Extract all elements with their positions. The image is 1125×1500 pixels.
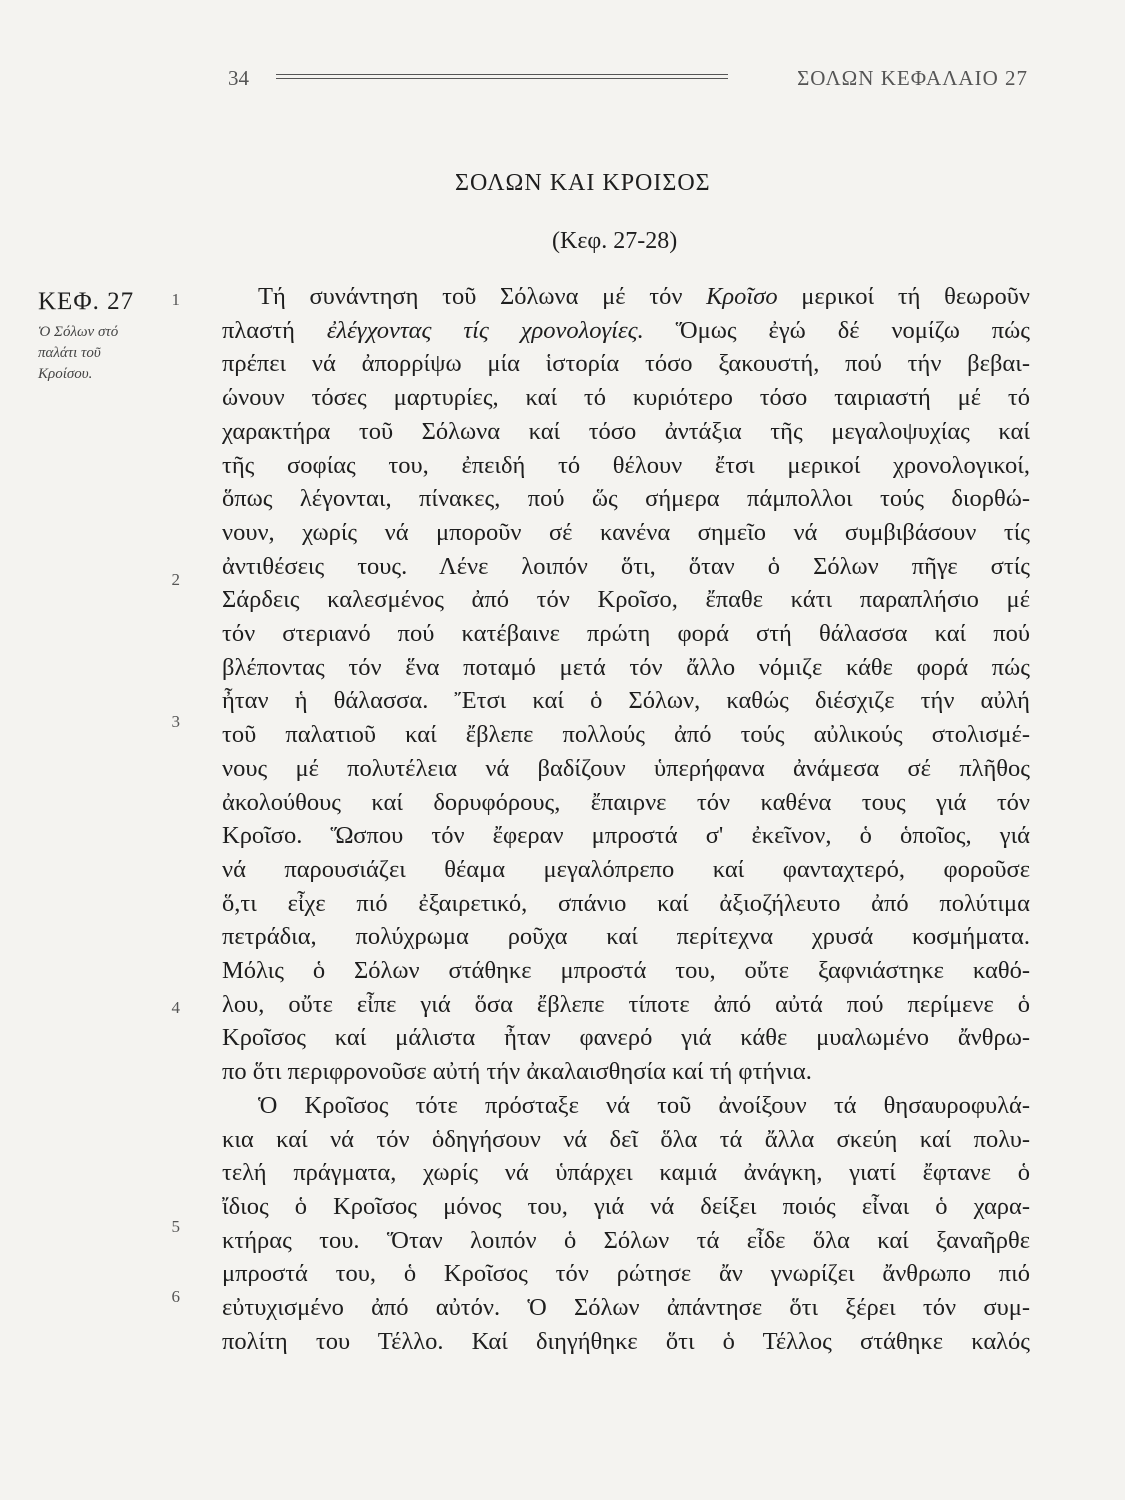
- text-line: [222, 752, 1030, 786]
- text-line-content: Τή συνάντηση τοῦ Σόλωνα μέ τόν: [258, 283, 707, 310]
- section-number: 5: [171, 1217, 180, 1236]
- text-line: [222, 347, 1030, 381]
- running-head: [228, 66, 1028, 90]
- text-line-content: χαρακτήρα τοῦ Σόλωνα καί τόσο ἀντάξια τῆς μεγαλοψυχίας καί: [222, 417, 1030, 445]
- running-title: ΣΟΛΩΝ ΚΕΦΑΛΑΙΟ 27: [797, 66, 1028, 90]
- page-number: 34: [228, 66, 249, 90]
- text-line-emphasis: ἐλέγχοντας τίς χρονολογίες.: [326, 316, 644, 344]
- text-line: [222, 954, 1030, 988]
- text-line-content: ὅ,τι εἶχε πιό ἐξαιρετικό, σπάνιο καί ἀξιοζήλευτο ἀπό πολύτιμα: [222, 889, 1030, 917]
- text-line-content: Σάρδεις καλεσμένος ἀπό τόν Κροῖσο, ἔπαθε κάτι παραπλήσιο μέ: [222, 586, 1030, 614]
- text-line: [222, 1224, 1030, 1258]
- margin-note: [38, 322, 168, 385]
- text-line: [222, 482, 1030, 516]
- text-line: [222, 617, 1030, 651]
- text-line-content: Μόλις ὁ Σόλων στάθηκε μπροστά του, οὔτε ξαφνιάστηκε καθό-: [222, 957, 1030, 985]
- text-line: [222, 1089, 1030, 1123]
- text-line-content: Κροῖσος καί μάλιστα ἦταν φανερό γιά κάθε μυαλωμένο ἄνθρω-: [222, 1024, 1030, 1052]
- text-line: [222, 449, 1030, 483]
- text-line-content: κια καί νά τόν ὁδηγήσουν νά δεῖ ὅλα τά ἄλλα σκεύη καί πολυ-: [222, 1125, 1030, 1153]
- text-line: [222, 1021, 1030, 1055]
- text-line-content: λου, οὔτε εἶπε γιά ὅσα ἔβλεπε τίποτε ἀπό αὐτά πού περίμενε ὁ: [222, 990, 1030, 1018]
- section-number: 2: [171, 570, 180, 589]
- text-line-content: τῆς σοφίας του, ἐπειδή τό θέλουν ἔτσι μερικοί χρονολογικοί,: [222, 451, 1030, 479]
- text-line-content: νουν, χωρίς νά μποροῦν σέ κανένα σημεῖο νά συμβιβάσουν τίς: [222, 518, 1030, 546]
- text-line-content: νους μέ πολυτέλεια νά βαδίζουν ὑπερήφανα ἀνάμεσα σέ πλῆθος: [222, 754, 1030, 782]
- chapter-subtitle: (Κεφ. 27-28): [552, 228, 678, 254]
- text-line-content: πετράδια, πολύχρωμα ροῦχα καί περίτεχνα χρυσά κοσμήματα.: [222, 923, 1030, 951]
- text-line-content: νά παρουσιάζει θέαμα μεγαλόπρεπο καί φανταχτερό, φοροῦσε: [222, 855, 1030, 883]
- section-number: 3: [171, 712, 180, 731]
- section-number: 6: [171, 1287, 180, 1306]
- text-line: [222, 1156, 1030, 1190]
- text-line-content: πλαστή: [222, 316, 327, 344]
- text-line-emphasis: Κροῖσο: [706, 283, 778, 310]
- text-line: [222, 988, 1030, 1022]
- margin-chapter-label: ΚΕΦ. 27: [38, 288, 135, 315]
- text-line-content: ἴδιος ὁ Κροῖσος μόνος του, γιά νά δείξει ποιός εἶναι ὁ χαρα-: [222, 1192, 1030, 1220]
- margin-note-line: Ὁ Σόλων στό: [38, 324, 119, 340]
- text-line: [222, 516, 1030, 550]
- text-line: [222, 1055, 1030, 1089]
- text-line-content: Κροῖσο. Ὥσπου τόν ἔφεραν μπροστά σ' ἐκεῖνον, ὁ ὁποῖος, γιά: [222, 822, 1030, 850]
- text-line: [222, 415, 1030, 449]
- text-line-content: βλέποντας τόν ἕνα ποταμό μετά τόν ἄλλο νόμιζε κάθε φορά πώς: [222, 653, 1030, 681]
- text-line: [222, 786, 1030, 820]
- text-line-content: ἀκολούθους καί δορυφόρους, ἔπαιρνε τόν καθένα τους γιά τόν: [222, 788, 1030, 816]
- text-line: [222, 381, 1030, 415]
- text-line: [222, 684, 1030, 718]
- text-line: [222, 583, 1030, 617]
- text-line-content: πολίτη του Τέλλο. Καί διηγήθηκε ὅτι ὁ Τέλλος στάθηκε καλός: [222, 1327, 1030, 1355]
- body-text: [222, 280, 1030, 1359]
- section-number: 1: [171, 290, 180, 309]
- text-line: [222, 1325, 1030, 1359]
- text-line-content: τελή πράγματα, χωρίς νά ὑπάρχει καμιά ἀνάγκη, γιατί ἔφτανε ὁ: [222, 1159, 1030, 1187]
- text-line: [222, 920, 1030, 954]
- text-line-content: μερικοί τή θεωροῦν: [777, 283, 1030, 310]
- text-line-content: ἀντιθέσεις τους. Λένε λοιπόν ὅτι, ὅταν ὁ Σόλων πῆγε στίς: [222, 552, 1030, 580]
- text-line: [222, 651, 1030, 685]
- text-line-content: κτήρας του. Ὅταν λοιπόν ὁ Σόλων τά εἶδε ὅλα καί ξαναῆρθε: [222, 1226, 1030, 1254]
- text-line: [222, 1257, 1030, 1291]
- text-line-content: ὅπως λέγονται, πίνακες, πού ὥς σήμερα πάμπολλοι τούς διορθώ-: [222, 485, 1030, 513]
- text-line-content: Ὅμως ἐγώ δέ νομίζω πώς: [643, 316, 1030, 344]
- chapter-title: ΣΟΛΩΝ ΚΑΙ ΚΡΟΙΣΟΣ: [455, 170, 711, 196]
- text-line-content: μπροστά του, ὁ Κροῖσος τόν ρώτησε ἄν γνωρίζει ἄνθρωπο πιό: [222, 1260, 1030, 1288]
- text-line-content: ἦταν ἡ θάλασσα. Ἔτσι καί ὁ Σόλων, καθώς διέσχιζε τήν αὐλή: [222, 687, 1030, 715]
- text-line-content: εὐτυχισμένο ἀπό αὐτόν. Ὁ Σόλων ἀπάντησε ὅτι ξέρει τόν συμ-: [222, 1294, 1030, 1322]
- margin-note-line: Κροίσου.: [38, 366, 93, 382]
- text-line-content: τοῦ παλατιοῦ καί ἔβλεπε πολλούς ἀπό τούς αὐλικούς στολισμέ-: [222, 721, 1030, 749]
- text-line: [222, 853, 1030, 887]
- text-line-content: τόν στεριανό πού κατέβαινε πρώτη φορά στή θάλασσα καί πού: [222, 620, 1030, 648]
- header-rule: [276, 74, 728, 79]
- text-line: [222, 1291, 1030, 1325]
- text-line: [222, 314, 1030, 348]
- text-line-content: ώνουν τόσες μαρτυρίες, καί τό κυριότερο τόσο ταιριαστή μέ τό: [222, 384, 1030, 412]
- text-line: [222, 1190, 1030, 1224]
- text-line-content: πο ὅτι περιφρονοῦσε αὐτή τήν ἀκαλαισθησία καί τή φτήνια.: [222, 1058, 812, 1086]
- text-line: [222, 819, 1030, 853]
- text-line: [222, 550, 1030, 584]
- text-line-content: Ὁ Κροῖσος τότε πρόσταξε νά τοῦ ἀνοίξουν τά θησαυροφυλά-: [258, 1091, 1030, 1119]
- text-line: [222, 718, 1030, 752]
- section-number: 4: [171, 998, 180, 1017]
- text-line: [222, 1123, 1030, 1157]
- margin-note-line: παλάτι τοῦ: [38, 345, 101, 361]
- text-line: [222, 280, 1030, 314]
- text-line: [222, 887, 1030, 921]
- text-line-content: πρέπει νά ἀπορρίψω μία ἱστορία τόσο ξακουστή, πού τήν βεβαι-: [222, 350, 1030, 378]
